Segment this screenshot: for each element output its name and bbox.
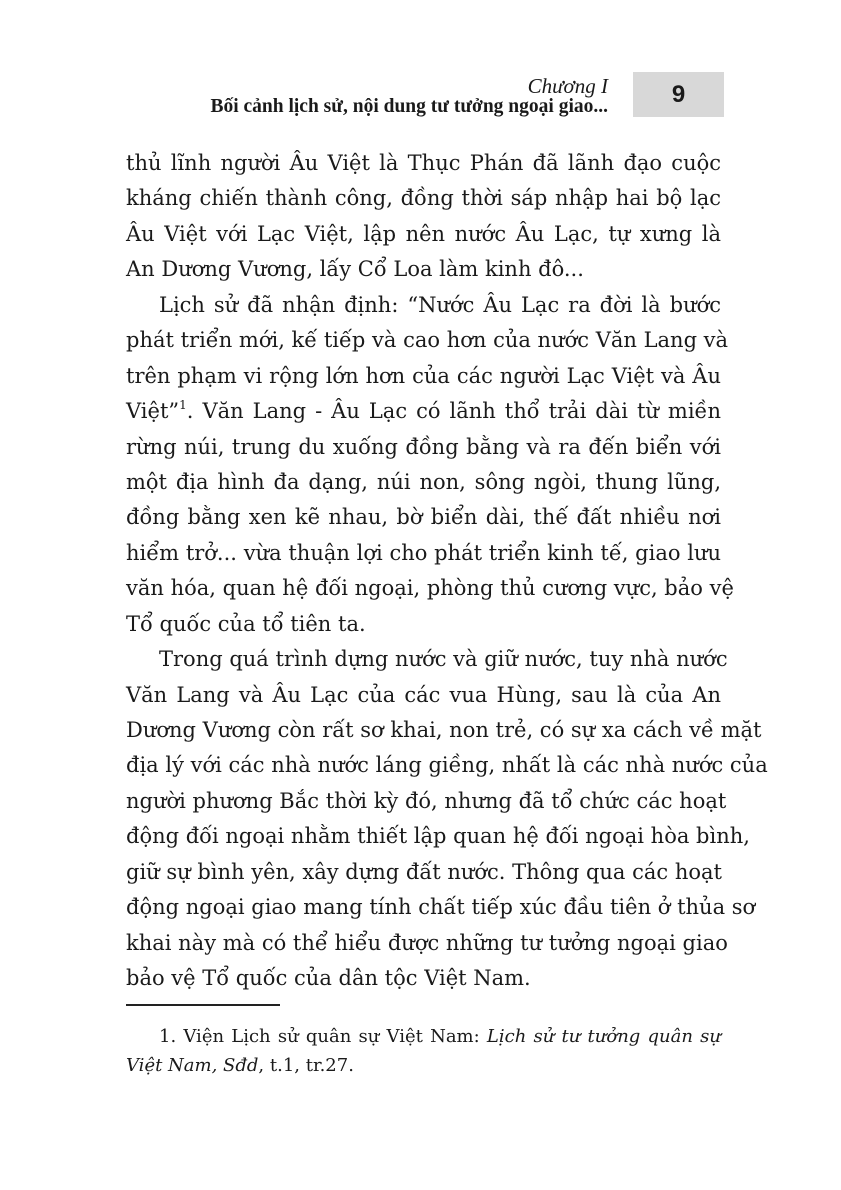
text-line: một địa hình đa dạng, núi non, sông ngòi, thung lũng, <box>126 469 721 494</box>
text-line: thủ lĩnh người Âu Việt là Thục Phán đã lãnh đạo cuộc <box>126 151 721 175</box>
text-line: địa lý với các nhà nước láng giềng, nhất là các nhà nước của <box>126 753 768 778</box>
text-line: phát triển mới, kế tiếp và cao hơn của nước Văn Lang và <box>126 328 729 353</box>
running-title: Bối cảnh lịch sử, nội dung tư tưởng ngoại giao... <box>210 96 608 117</box>
chapter-label: Chương I <box>527 74 608 98</box>
text-line: trên phạm vi rộng lớn hơn của các người Lạc Việt và Âu <box>126 363 721 388</box>
body-text <box>126 146 768 997</box>
text-line: giữ sự bình yên, xây dựng đất nước. Thông qua các hoạt <box>126 859 722 884</box>
footnote-ref[interactable]: 1 <box>179 398 187 413</box>
text-line: động ngoại giao mang tính chất tiếp xúc đầu tiên ở thủa sơ <box>126 895 756 920</box>
footnote-source: 1. Viện Lịch sử quân sự Việt Nam: <box>159 1026 487 1047</box>
footnote-divider <box>126 1004 280 1006</box>
text-line: Lịch sử đã nhận định: “Nước Âu Lạc ra đời là bước <box>159 292 721 317</box>
footnote-citation: , t.1, tr.27. <box>258 1055 354 1076</box>
text-line: Văn Lang và Âu Lạc của các vua Hùng, sau là của An <box>126 682 721 707</box>
footnote-line <box>126 1022 721 1051</box>
text-line: hiểm trở... vừa thuận lợi cho phát triển kinh tế, giao lưu <box>126 540 721 565</box>
text-segment: . Văn Lang - Âu Lạc có lãnh thổ trải dài từ miền <box>186 399 721 424</box>
text-line: động đối ngoại nhằm thiết lập quan hệ đối ngoại hòa bình, <box>126 824 750 849</box>
text-line: Âu Việt với Lạc Việt, lập nên nước Âu Lạc, tự xưng là <box>126 221 721 246</box>
text-line: An Dương Vương, lấy Cổ Loa làm kinh đô... <box>126 257 584 282</box>
text-line: người phương Bắc thời kỳ đó, nhưng đã tổ chức các hoạt <box>126 788 727 813</box>
text-line: Trong quá trình dựng nước và giữ nước, tuy nhà nước <box>159 647 728 672</box>
text-line: khai này mà có thể hiểu được những tư tưởng ngoại giao <box>126 930 728 955</box>
text-line: đồng bằng xen kẽ nhau, bờ biển dài, thế đất nhiều nơi <box>126 505 721 530</box>
text-line: rừng núi, trung du xuống đồng bằng và ra đến biển với <box>126 434 721 459</box>
text-line: Tổ quốc của tổ tiên ta. <box>126 611 366 636</box>
text-line: bảo vệ Tổ quốc của dân tộc Việt Nam. <box>126 966 531 991</box>
text-line: văn hóa, quan hệ đối ngoại, phòng thủ cương vực, bảo vệ <box>126 576 734 601</box>
footnote-line <box>126 1051 721 1080</box>
text-segment: Việt” <box>126 399 180 424</box>
footnote <box>126 1022 721 1080</box>
footnote-book-title: Việt Nam, Sđd <box>126 1055 259 1076</box>
page-number: 9 <box>633 72 724 117</box>
footnote-book-title: Lịch sử tư tưởng quân sự <box>486 1026 722 1047</box>
text-line: kháng chiến thành công, đồng thời sáp nhập hai bộ lạc <box>126 186 721 211</box>
text-line <box>126 394 721 429</box>
text-line: Dương Vương còn rất sơ khai, non trẻ, có sự xa cách về mặt <box>126 718 762 742</box>
